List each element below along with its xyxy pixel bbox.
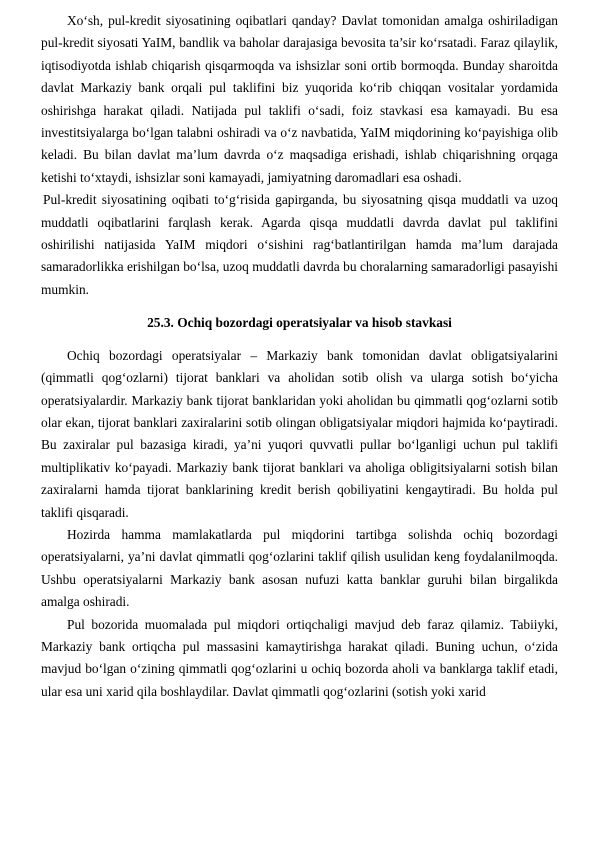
paragraph-money-market-excess: Pul bozorida muomalada pul miqdori ortiqchaligi mavjud deb faraz qilamiz. Tabiiyki, Markaziy bank ortiqcha pul massasini kamaytirishga harakat qiladi. Buning uchun, o‘zida mavjud bo‘lgan o‘zining qimmatli qog‘ozlarini u ochiq bozorda aholi va banklarga taklif etadi, ular esa uni xarid qila boshlaydilar. Davlat qimmatli qog‘ozlarini (sotish yoki xarid <box>41 616 558 699</box>
paragraph-open-market-operations: Ochiq bozordagi operatsiyalar – Markaziy bank tomonidan davlat obligatsiyalarini (qimmatli qog‘ozlarni) tijorat banklari va aholidan sotib olish va ularga sotish bo‘yicha operatsiyalardir. Markaziy bank tijorat banklaridan yoki aholidan bu qimmatli qog‘ozlarni sotib olar ekan, tijorat banklari zaxiralarini sotib olingan obligatsiyalar miqdori hajmida ko‘paytiradi. Bu zaxiralar pul bazasiga kiradi, ya’ni yuqori quvvatli pullar bo‘lganligi uchun pul taklifi multiplikativ ko‘payadi. Markaziy bank tijorat banklari va aholiga obligitsiyalarni sotish bilan zaxiralarni hamda tijorat banklarining kredit berish qobiliyatini kengaytiradi. Bu holda pul taklifi qisqaradi. <box>41 347 558 520</box>
paragraph-current-usage: Hozirda hamma mamlakatlarda pul miqdorini tartibga solishda ochiq bozordagi operatsiyalarni, ya’ni davlat qimmatli qog‘ozlarini taklif qilish usulidan keng foydalanilmoqda. Ushbu operatsiyalarni Markaziy bank asosan nufuzi katta banklar guruhi bilan birgalikda amalga oshiradi. <box>41 526 558 610</box>
document-page <box>41 10 558 703</box>
section-heading: 25.3. Ochiq bozordagi operatsiyalar va hisob stavkasi <box>147 315 452 331</box>
paragraph-monetary-policy-effects: Xo‘sh, pul-kredit siyosatining oqibatlari qanday? Davlat tomonidan amalga oshiriladigan pul-kredit siyosati YaIM, bandlik va baholar darajasiga bevosita ta’sir ko‘rsatadi. Faraz qilaylik, iqtisodiyotda ishlab chiqarish qisqarmoqda va ishsizlar soni ortib bormoqda. Bunday sharoitda davlat Markaziy bank orqali pul taklifini biz yuqorida ko‘rib chiqqan vositalar yordamida oshirishga harakat qiladi. Natijada pul taklifi o‘sadi, foiz stavkasi esa kamayadi. Bu esa investitsiyalarga bo‘lgan talabni oshiradi va o‘z navbatida, YaIM miqdorining ko‘payishiga olib keladi. Bu bilan davlat ma’lum davrda o‘z maqsadiga erishadi, ishlab chiqarishning orqaga ketishi to‘xtaydi, ishsizlar soni kamayadi, jamiyatning daromadlari esa oshadi. <box>41 13 558 185</box>
paragraph-short-long-term-effects: Pul-kredit siyosatining oqibati to‘g‘risida gapirganda, bu siyosatning qisqa muddatli va uzoq muddatli oqibatlarini farqlash kerak. Agarda qisqa muddatli davrda davlat pul taklifini oshirilishi natijasida YaIM miqdori o‘sishini rag‘batlantirilgan hamda ma’lum darajada samaradorlikka erishilgan bo‘lsa, uzoq muddatli davrda bu choralarning samaradorligi pasayishi mumkin. <box>41 192 558 297</box>
